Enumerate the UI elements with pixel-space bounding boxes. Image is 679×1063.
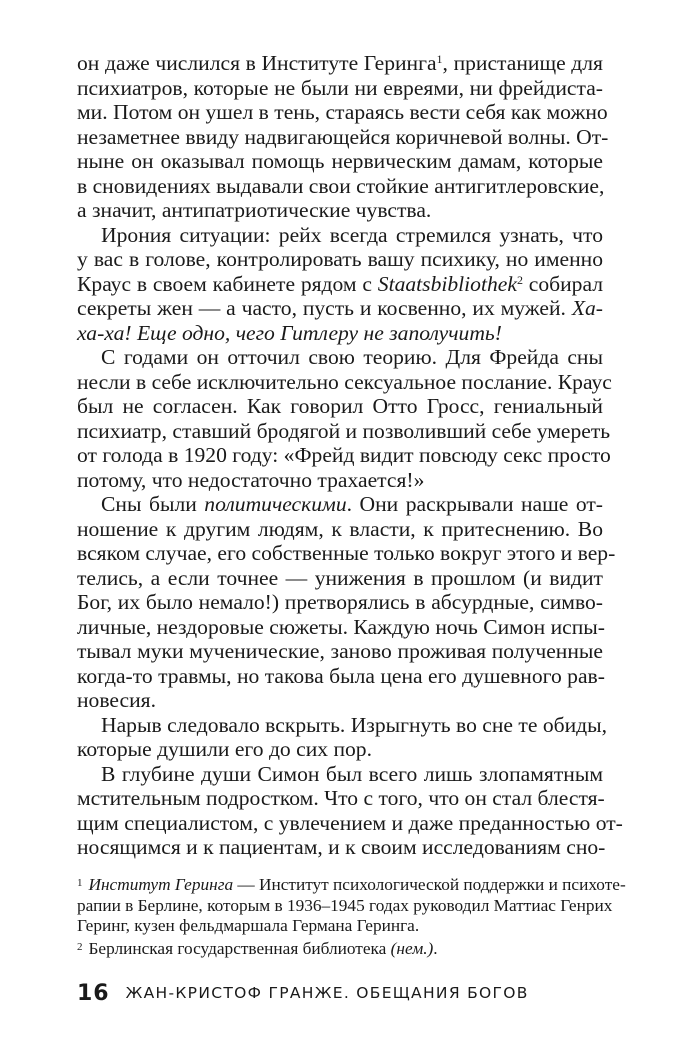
paragraph-1: [77, 51, 609, 223]
text-line: был не согласен. Как говорил Отто Гросс, гениальный: [77, 394, 603, 418]
language-note: (нем.): [390, 938, 434, 958]
staatsbibliothek-term: Staatsbibliothek: [377, 271, 517, 296]
text-line: телись, а если точнее — унижения в прошлом (и видит: [77, 565, 603, 590]
footnote-term: Институт Геринга: [88, 875, 234, 894]
footnote-line: рапии в Берлине, которым в 1936–1945 годах руководил Маттиас Генрих: [77, 895, 613, 915]
footnote-ref-1: 1: [436, 52, 443, 66]
political-emphasis: политическими: [204, 492, 347, 516]
footnote-mark: 1: [77, 877, 83, 889]
text-line: Ирония ситуации: рейх всегда стремился узнать, что: [101, 222, 603, 247]
paragraph-5: [77, 712, 608, 762]
text-line: Бог, их было немало!) претворялись в абсурдные, симво-: [77, 590, 603, 614]
footnotes: [77, 873, 626, 959]
running-title: ЖАН-КРИСТОФ ГРАНЖЕ. ОБЕЩАНИЯ БОГОВ: [125, 984, 529, 1002]
text-line: ныне он оказывал помощь нервическим дамам, которые: [77, 149, 603, 173]
footnote-line: $^1$ Институт Геринга — Институт психологической поддержки и психоте-: [77, 875, 626, 894]
footnote-line: Геринг, кузен фельдмаршала Германа Геринга.: [77, 916, 420, 935]
text-line: несли в себе исключительно сексуальное послание. Краус: [77, 369, 612, 394]
text-line: В глубине души Симон был всего лишь злопамятным: [101, 761, 603, 786]
text-line: секреты жен — а часто, пусть и косвенно, их мужей. Ха-: [77, 296, 603, 320]
text-line: а значит, антипатриотические чувства.: [77, 198, 432, 222]
main-text: [77, 51, 623, 860]
text-line: Краус в своем кабинете рядом с Staatsbibliothek$^2$ собирал: [77, 271, 604, 296]
page-number: 16: [77, 980, 110, 1006]
text-line: он даже числился в Институте Геринга$^1$, пристанище для: [77, 51, 603, 75]
text-line: Сны были политическими. Они раскрывали наше от-: [101, 492, 603, 516]
text-line: у вас в голове, контролировать вашу психику, но именно: [77, 247, 603, 271]
running-footer: [77, 978, 603, 1008]
text-line: когда-то травмы, но такова была цена его душевного рав-: [77, 663, 605, 688]
text-line: Нарыв следовало вскрыть. Изрыгнуть во сне те обиды,: [101, 712, 608, 737]
text-line: новесия.: [77, 688, 157, 712]
text-line: всяком случае, его собственные только вокруг этого и вер-: [77, 541, 616, 565]
paragraph-3: [77, 345, 612, 492]
text-line: ми. Потом он ушел в тень, стараясь вести себя как можно: [77, 100, 608, 124]
text-line: щим специалистом, с увлечением и даже преданностью от-: [77, 810, 623, 835]
text-line: мстительным подростком. Что с того, что он стал блестя-: [77, 786, 605, 810]
text-line: незаметнее ввиду надвигающейся коричневой волны. От-: [77, 124, 609, 149]
paragraph-2: [77, 223, 603, 346]
text-line: личные, нездоровые сюжеты. Каждую ночь Симон испы-: [77, 614, 605, 639]
text-line: ха-ха! Еще одно, чего Гитлеру не заполучить!: [77, 320, 502, 345]
footnote-2: [77, 937, 603, 960]
text-line: ношение к другим людям, к власти, к притеснению. Во: [77, 516, 603, 541]
footnote-line: $^2$ Берлинская государственная библиотека (нем.).: [77, 938, 438, 958]
footnote-mark: 2: [77, 940, 83, 953]
paragraph-6: [77, 761, 623, 860]
text-line: С годами он отточил свою теорию. Для Фрейда сны: [101, 345, 603, 369]
text-line: психиатр, ставший бродягой и позволивший себе умереть: [77, 418, 611, 443]
text-line: которые душили его до сих пор.: [77, 737, 373, 761]
text-line: психиатров, которые не были ни евреями, ни фрейдиста-: [77, 75, 603, 100]
footnote-ref-2: 2: [516, 272, 523, 287]
text-line: от голода в 1920 году: «Фрейд видит повсюду секс просто: [77, 443, 611, 467]
text-line: тывал муки мученические, заново проживая полученные: [77, 639, 603, 663]
text-line: носящимся и к пациентам, и к своим исследованиям сно-: [77, 835, 606, 859]
footnote-1: [77, 873, 626, 937]
text-line: потому, что недостаточно трахается!»: [77, 467, 425, 492]
text-line: в сновидениях выдавали свои стойкие антигитлеровские,: [77, 173, 605, 198]
paragraph-4: [77, 492, 616, 713]
